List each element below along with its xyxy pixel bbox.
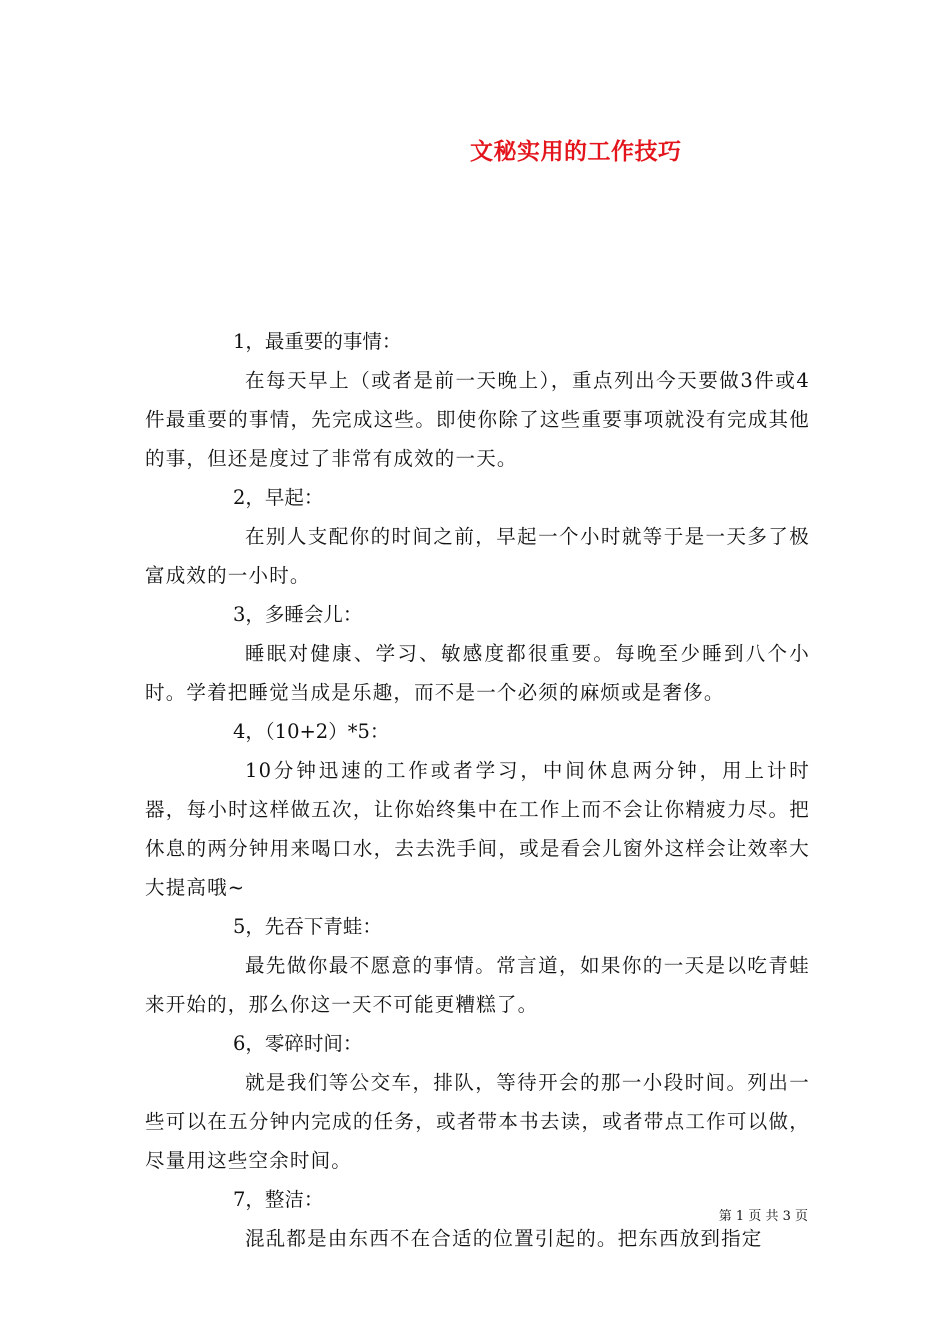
section-paragraph: 混乱都是由东西不在合适的位置引起的。把东西放到指定 bbox=[245, 1227, 763, 1250]
section-heading: 5，先吞下青蛙： bbox=[233, 915, 382, 938]
section-paragraph: 在每天早上（或者是前一天晚上），重点列出今天要做3件或4件最重要的事情，先完成这些。即使你除了这些重要事项就没有完成其他的事，但还是度过了非常有成效的一天。 bbox=[145, 369, 810, 470]
section-paragraph: 在别人支配你的时间之前，早起一个小时就等于是一天多了极富成效的一小时。 bbox=[145, 525, 810, 587]
document-body bbox=[145, 322, 810, 1258]
section-heading: 2，早起： bbox=[233, 486, 324, 509]
section-heading: 4，（10+2）*5： bbox=[233, 720, 390, 743]
section-paragraph: 就是我们等公交车，排队，等待开会的那一小段时间。列出一些可以在五分钟内完成的任务，或者带本书去读，或者带点工作可以做，尽量用这些空余时间。 bbox=[145, 1071, 810, 1172]
section-paragraph: 10分钟迅速的工作或者学习，中间休息两分钟，用上计时器，每小时这样做五次，让你始终集中在工作上而不会让你精疲力尽。把休息的两分钟用来喝口水，去去洗手间，或是看会儿窗外这样会让效率大大提高哦~ bbox=[145, 759, 810, 899]
section-heading: 7，整洁： bbox=[233, 1188, 324, 1211]
document-title: 文秘实用的工作技巧 bbox=[470, 138, 682, 165]
section-paragraph: 最先做你最不愿意的事情。常言道，如果你的一天是以吃青蛙来开始的，那么你这一天不可能更糟糕了。 bbox=[145, 954, 810, 1016]
section-paragraph: 睡眠对健康、学习、敏感度都很重要。每晚至少睡到八个小时。学着把睡觉当成是乐趣，而不是一个必须的麻烦或是奢侈。 bbox=[145, 642, 810, 704]
section-heading: 1，最重要的事情： bbox=[233, 330, 402, 353]
section-heading: 6，零碎时间： bbox=[233, 1032, 363, 1055]
page-footer: 第 1 页 共 3 页 bbox=[718, 1209, 808, 1224]
section-heading: 3，多睡会儿： bbox=[233, 603, 363, 626]
